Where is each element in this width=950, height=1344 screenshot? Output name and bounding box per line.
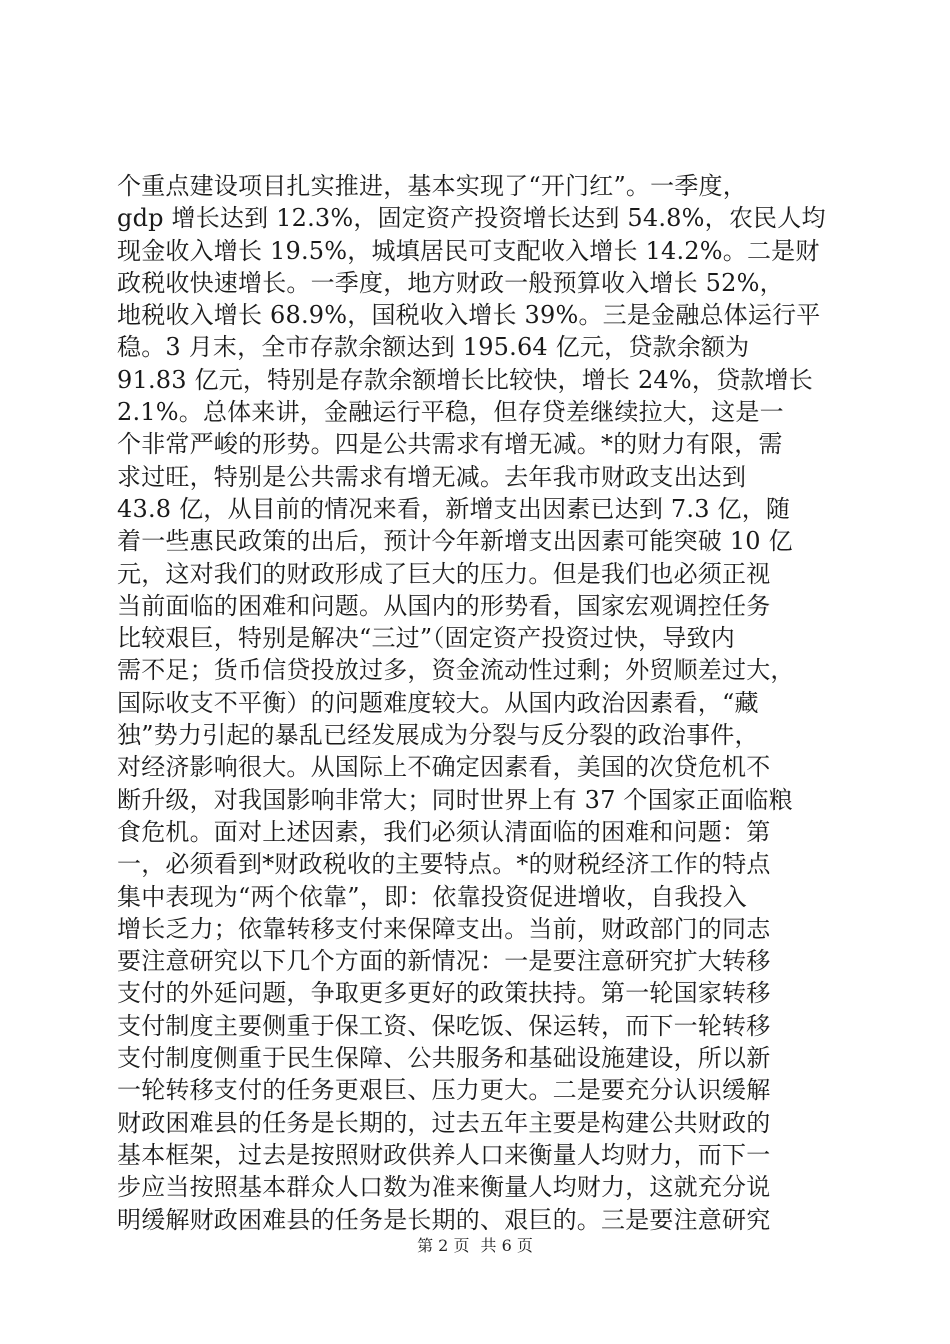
text-line: 2.1%。总体来讲，金融运行平稳，但存贷差继续拉大，这是一 bbox=[117, 398, 784, 427]
text-line: 现金收入增长 19.5%，城填居民可支配收入增长 14.2%。二是财 bbox=[117, 236, 820, 265]
text-line: 91.83 亿元，特别是存款余额增长比较快，增长 24%，贷款增长 bbox=[117, 365, 813, 394]
body-text bbox=[117, 170, 837, 1236]
text-line: 求过旺，特别是公共需求有增无减。去年我市财政支出达到 bbox=[117, 462, 747, 491]
text-line: 一轮转移支付的任务更艰巨、压力更大。二是要充分认识缓解 bbox=[117, 1076, 771, 1105]
page-number: 第 2 页 bbox=[417, 1236, 470, 1255]
text-line: 稳。3 月末，全市存款余额达到 195.64 亿元，贷款余额为 bbox=[117, 333, 750, 362]
text-line: 食危机。面对上述因素，我们必须认清面临的困难和问题：第 bbox=[117, 817, 771, 846]
text-line: 个重点建设项目扎实推进，基本实现了“开门红”。一季度， bbox=[117, 172, 747, 200]
text-line: 一，必须看到*财政税收的主要特点。*的财税经济工作的特点 bbox=[117, 850, 771, 879]
text-line: 支付的外延问题，争取更多更好的政策扶持。第一轮国家转移 bbox=[117, 979, 771, 1008]
text-line: 增长乏力；依靠转移支付来保障支出。当前，财政部门的同志 bbox=[117, 914, 771, 943]
text-line: 当前面临的困难和问题。从国内的形势看，国家宏观调控任务 bbox=[117, 591, 771, 620]
text-line: gdp 增长达到 12.3%，固定资产投资增长达到 54.8%，农民人均 bbox=[117, 204, 826, 233]
text-line: 元，这对我们的财政形成了巨大的压力。但是我们也必须正视 bbox=[117, 559, 771, 588]
text-line: 步应当按照基本群众人口数为准来衡量人均财力，这就充分说 bbox=[117, 1173, 771, 1202]
text-line: 明缓解财政困难县的任务是长期的、艰巨的。三是要注意研究 bbox=[117, 1205, 771, 1234]
page-total: 共 6 页 bbox=[480, 1236, 533, 1255]
text-line: 比较艰巨，特别是解决“三过”（固定资产投资过快，导致内 bbox=[117, 624, 735, 653]
text-line: 支付制度侧重于民生保障、公共服务和基础设施建设，所以新 bbox=[117, 1044, 771, 1073]
text-line: 集中表现为“两个依靠”，即：依靠投资促进增收，自我投入 bbox=[117, 882, 747, 911]
text-line: 需不足；货币信贷投放过多，资金流动性过剩；外贸顺差过大， bbox=[117, 656, 795, 685]
text-line: 地税收入增长 68.9%，国税收入增长 39%。三是金融总体运行平 bbox=[117, 301, 821, 330]
text-line: 要注意研究以下几个方面的新情况：一是要注意研究扩大转移 bbox=[117, 947, 771, 976]
text-line: 断升级，对我国影响非常大；同时世界上有 37 个国家正面临粮 bbox=[117, 785, 793, 814]
text-line: 个非常严峻的形势。四是公共需求有增无减。*的财力有限，需 bbox=[117, 430, 783, 459]
text-line: 着一些惠民政策的出后，预计今年新增支出因素可能突破 10 亿 bbox=[117, 527, 793, 556]
text-line: 基本框架，过去是按照财政供养人口来衡量人均财力，而下一 bbox=[117, 1140, 771, 1169]
text-line: 政税收快速增长。一季度，地方财政一般预算收入增长 52%， bbox=[117, 268, 784, 297]
text-line: 财政困难县的任务是长期的，过去五年主要是构建公共财政的 bbox=[117, 1108, 771, 1137]
text-line: 独”势力引起的暴乱已经发展成为分裂与反分裂的政治事件， bbox=[117, 721, 759, 750]
page-footer bbox=[0, 1233, 950, 1256]
text-line: 43.8 亿，从目前的情况来看，新增支出因素已达到 7.3 亿，随 bbox=[117, 494, 791, 523]
text-line: 对经济影响很大。从国际上不确定因素看，美国的次贷危机不 bbox=[117, 753, 771, 782]
text-line: 国际收支不平衡）的问题难度较大。从国内政治因素看，“藏 bbox=[117, 688, 759, 717]
text-line: 支付制度主要侧重于保工资、保吃饭、保运转，而下一轮转移 bbox=[117, 1011, 771, 1040]
